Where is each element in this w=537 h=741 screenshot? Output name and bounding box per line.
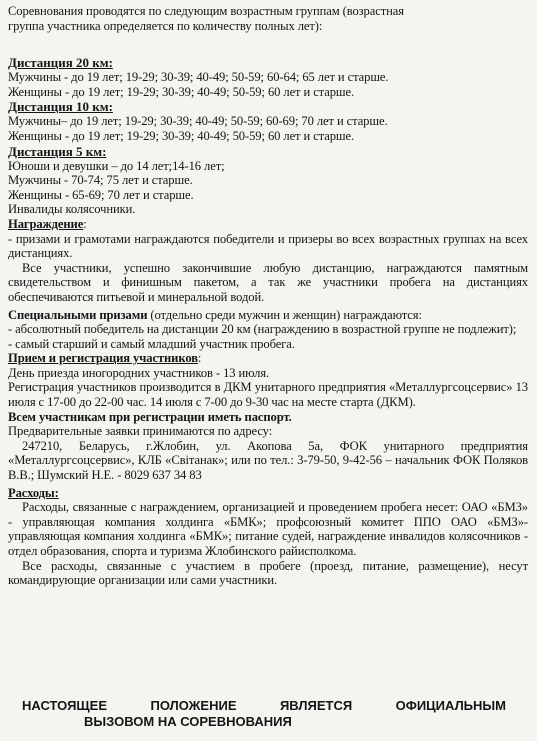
- special-prizes-item-2: - самый старший и самый младший участник пробега.: [8, 336, 295, 351]
- special-prizes-text: (отдельно среди мужчин и женщин) награждаются:: [147, 307, 422, 322]
- intro-line-2: группа участника определяется по количеству полных лет):: [8, 18, 323, 33]
- official-notice: [8, 698, 528, 730]
- award-heading-line: [8, 217, 528, 232]
- distance-10-women: Женщины - до 19 лет; 19-29; 30-39; 40-49; 50-59; 60 лет и старше.: [8, 128, 355, 143]
- registration-address: 247210, Беларусь, г.Жлобин, ул. Акопова 5а, ФОК унитарного предприятия «Металлургсоцсервис», КЛБ «Світанак»; или по тел.: 3-79-50, 9-42-56 – начальник ФОК Поляков В.В.; Шумский Н.Е. - 8029 637 34 83: [8, 438, 528, 483]
- intro-line-1: Соревнования проводятся по следующим возрастным группам (возрастная: [8, 4, 404, 18]
- distance-20-heading: Дистанция 20 км:: [8, 55, 113, 71]
- costs-heading: Расходы:: [8, 485, 59, 500]
- distance-5-men: Мужчины - 70-74; 75 лет и старше.: [8, 173, 193, 188]
- registration-heading-colon: :: [197, 351, 202, 366]
- costs-paragraph-1: Расходы, связанные с награждением, организацией и проведением пробега несет: ОАО «БМЗ» - управляющая компания холдинга «БМК»; профсоюзный комитет ППО ОАО «БМЗ»- управляющая компания холдинга «БМК»; питание судей, награждение инвалидов колясочников - отдел образования, спорта и туризма Жлобинского райисполкома.: [8, 500, 528, 558]
- pre-application-text: Предварительные заявки принимаются по адресу:: [8, 424, 273, 439]
- distance-5-youth: Юноши и девушки – до 14 лет;14-16 лет;: [8, 158, 225, 173]
- official-notice-word-3: ЯВЛЯЕТСЯ: [279, 698, 353, 713]
- registration-heading: Прием и регистрация участников: [8, 351, 198, 366]
- special-prizes-heading: Специальными призами: [8, 307, 148, 322]
- special-prizes-line: [8, 308, 528, 323]
- award-paragraph-2: Все участники, успешно закончившие любую дистанцию, награждаются памятным свидетельством и финишным пакетом, а так же участники пробега на дистанциях обеспечиваются питьевой и минеральной водой.: [8, 260, 528, 304]
- document-page: [8, 4, 528, 729]
- passport-notice: Всем участникам при регистрации иметь паспорт.: [8, 409, 292, 424]
- distance-20-men: Мужчины - до 19 лет; 19-29; 30-39; 40-49; 50-59; 60-64; 65 лет и старше.: [8, 70, 389, 85]
- distance-10-men: Мужчины– до 19 лет; 19-29; 30-39; 40-49; 50-59; 60-69; 70 лет и старше.: [8, 114, 388, 129]
- costs-heading-line: [8, 486, 528, 501]
- costs-paragraph-2: Все расходы, связанные с участием в пробеге (проезд, питание, размещение), несут командирующие организации или сами участники.: [8, 558, 528, 588]
- distance-10-heading: Дистанция 10 км:: [8, 99, 113, 115]
- distance-5-women: Женщины - 65-69; 70 лет и старше.: [8, 187, 194, 202]
- distance-5-heading: Дистанция 5 км:: [8, 143, 107, 159]
- official-notice-word-1: НАСТОЯЩЕЕ: [22, 698, 108, 713]
- official-notice-line-1: [8, 698, 528, 714]
- special-prizes-item-1: - абсолютный победитель на дистанции 20 км (награждению в возрастной группе не подлежит);: [8, 322, 517, 337]
- official-notice-line-2: ВЫЗОВОМ НА СОРЕВНОВАНИЯ: [84, 714, 292, 729]
- official-notice-word-4: ОФИЦИАЛЬНЫМ: [395, 698, 506, 713]
- distance-5-disabled: Инвалиды колясочники.: [8, 202, 136, 217]
- registration-heading-line: [8, 351, 528, 366]
- arrival-day: День приезда иногородних участников - 13 июля.: [8, 365, 270, 380]
- award-heading-colon: :: [83, 216, 87, 231]
- award-paragraph-1: - призами и грамотами награждаются победители и призеры во всех возрастных группах на всех дистанциях.: [8, 231, 528, 261]
- distance-20-women: Женщины - до 19 лет; 19-29; 30-39; 40-49; 50-59; 60 лет и старше.: [8, 84, 355, 99]
- registration-paragraph: Регистрация участников производится в ДКМ унитарного предприятия «Металлургсоцсервис» 13 июля с 17-00 до 22-00 час. 14 июля с 7-00 до 9-30 час на месте старта (ДКМ).: [8, 380, 528, 410]
- award-heading: Награждение: [8, 216, 84, 231]
- official-notice-word-2: ПОЛОЖЕНИЕ: [150, 698, 237, 713]
